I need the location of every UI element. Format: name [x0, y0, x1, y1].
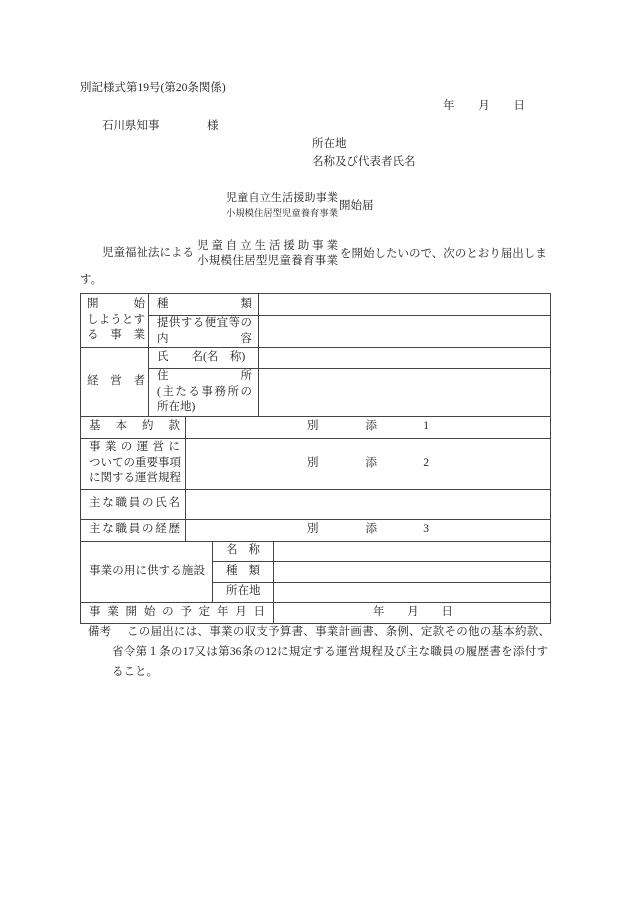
attachment-label: 別添 — [307, 456, 378, 469]
table-row — [81, 438, 551, 489]
staff-names-value-cell — [186, 489, 551, 519]
business-type-label: 種類 — [157, 297, 253, 310]
business-type-value-cell — [259, 294, 551, 316]
attachment-label: 別添 — [307, 420, 378, 433]
table-row — [81, 541, 551, 561]
addressee: 石川県知事 — [102, 120, 160, 132]
table-row — [81, 416, 551, 438]
remarks-line: ること。 — [112, 666, 158, 678]
facility-label: 事業の用に供する施設 — [89, 564, 205, 577]
table-row — [81, 602, 551, 623]
table-row — [81, 369, 551, 417]
table-row — [81, 519, 551, 541]
facility-type-label: 種類 — [226, 564, 261, 577]
business-label-line: しようとす — [87, 313, 145, 326]
staff-careers-label: 主な職員の経歴 — [89, 523, 180, 536]
attachment-label: 別添 — [307, 523, 378, 536]
remarks-line: 省令第１条の17又は第36条の12に規定する運営規程及び主な職員の履歴書を添付す — [112, 646, 548, 658]
staff-names-label-cell — [81, 489, 186, 519]
business-label-line: る事業 — [87, 329, 145, 342]
operating-rules-value-cell — [186, 438, 551, 489]
submission-date — [443, 99, 525, 113]
remarks-line: この届出には、事業の収支予算書、事業計画書、条例、定款その他の基本約款、 — [127, 626, 550, 638]
basic-rules-label-cell — [81, 416, 186, 438]
attachment-reference — [307, 522, 429, 538]
facility-type-value-cell — [274, 561, 551, 582]
operating-rules-label-line: 事業の運営に — [89, 441, 180, 454]
facility-location-value-cell — [274, 582, 551, 602]
title-suffix: 開始届 — [339, 200, 374, 212]
start-date-label-cell — [81, 602, 274, 623]
business-content-value-cell — [259, 316, 551, 348]
business-content-label-line: 提供する便宜等の — [157, 317, 253, 329]
facility-type-label-cell — [213, 561, 274, 582]
operator-name-value-cell — [259, 348, 551, 369]
intro-business-line-1: 児童自立生活援助事業 — [197, 240, 338, 252]
start-date-label: 事業開始の予定年月日 — [89, 605, 266, 618]
table-row — [81, 489, 551, 519]
operator-name-label-cell — [149, 348, 259, 369]
addressee-honorific: 様 — [207, 120, 219, 132]
date-year-label: 年 — [443, 100, 455, 112]
title-business-line-2: 小規模住居型児童養育事業 — [226, 209, 338, 219]
facility-name-label: 名称 — [226, 544, 261, 557]
date-month-label: 月 — [478, 100, 490, 112]
intro-business-line-2: 小規模住居型児童養育事業 — [197, 255, 338, 267]
form-number: 別記様式第19号(第20条関係) — [80, 82, 226, 94]
attachment-reference — [307, 419, 429, 435]
table-row — [81, 316, 551, 348]
start-date-day-label: 日 — [441, 605, 454, 618]
attachment-number: 1 — [423, 420, 430, 433]
table-row — [81, 294, 551, 316]
basic-rules-value-cell — [186, 416, 551, 438]
intro-continuation: す。 — [80, 274, 103, 286]
operating-rules-label-cell — [81, 438, 186, 489]
start-date-value-cell — [274, 602, 551, 623]
operator-address-label-line: 住所 — [157, 370, 253, 382]
applicant-address-label: 所在地 — [312, 138, 347, 150]
operator-name-label: 氏 名(名 称) — [157, 351, 246, 364]
operator-address-label-line: 所在地) — [157, 401, 196, 413]
attachment-number: 2 — [423, 456, 430, 469]
facility-name-label-cell — [213, 541, 274, 561]
business-label-line: 開始 — [87, 298, 145, 311]
staff-names-label: 主な職員の氏名 — [89, 497, 180, 510]
date-day-label: 日 — [513, 100, 525, 112]
attachment-reference — [307, 456, 429, 472]
facility-label-cell — [81, 541, 213, 602]
operator-address-label-cell — [149, 369, 259, 417]
business-content-label-cell — [149, 316, 259, 348]
notification-table — [80, 293, 551, 624]
facility-name-value-cell — [274, 541, 551, 561]
table-row — [81, 348, 551, 369]
start-date-month-label: 月 — [407, 605, 419, 618]
facility-location-label: 所在地 — [226, 585, 261, 598]
operating-rules-label-line: ついての重要事項 — [89, 456, 181, 469]
staff-careers-value-cell — [186, 519, 551, 541]
start-date-fields — [373, 605, 453, 621]
applicant-name-label: 名称及び代表者氏名 — [312, 156, 416, 168]
operator-address-value-cell — [259, 369, 551, 417]
staff-careers-label-cell — [81, 519, 186, 541]
operator-label-cell — [81, 348, 149, 417]
business-content-label-line: 内容 — [157, 332, 253, 345]
start-date-year-label: 年 — [373, 605, 385, 618]
business-label-cell — [81, 294, 149, 348]
remarks-label: 備考 — [88, 626, 111, 638]
operating-rules-label-line: に関する運営規程 — [89, 472, 181, 485]
title-business-line-1: 児童自立生活援助事業 — [226, 192, 338, 204]
operator-label: 経営者 — [87, 375, 145, 387]
attachment-number: 3 — [423, 523, 430, 536]
facility-location-label-cell — [213, 582, 274, 602]
intro-suffix: を開始したいので、次のとおり届出しま — [340, 248, 547, 260]
business-type-label-cell — [149, 294, 259, 316]
basic-rules-label: 基本約款 — [89, 420, 180, 433]
intro-prefix: 児童福祉法による — [102, 247, 194, 259]
operator-address-label-line: (主たる事務所の — [157, 385, 253, 398]
